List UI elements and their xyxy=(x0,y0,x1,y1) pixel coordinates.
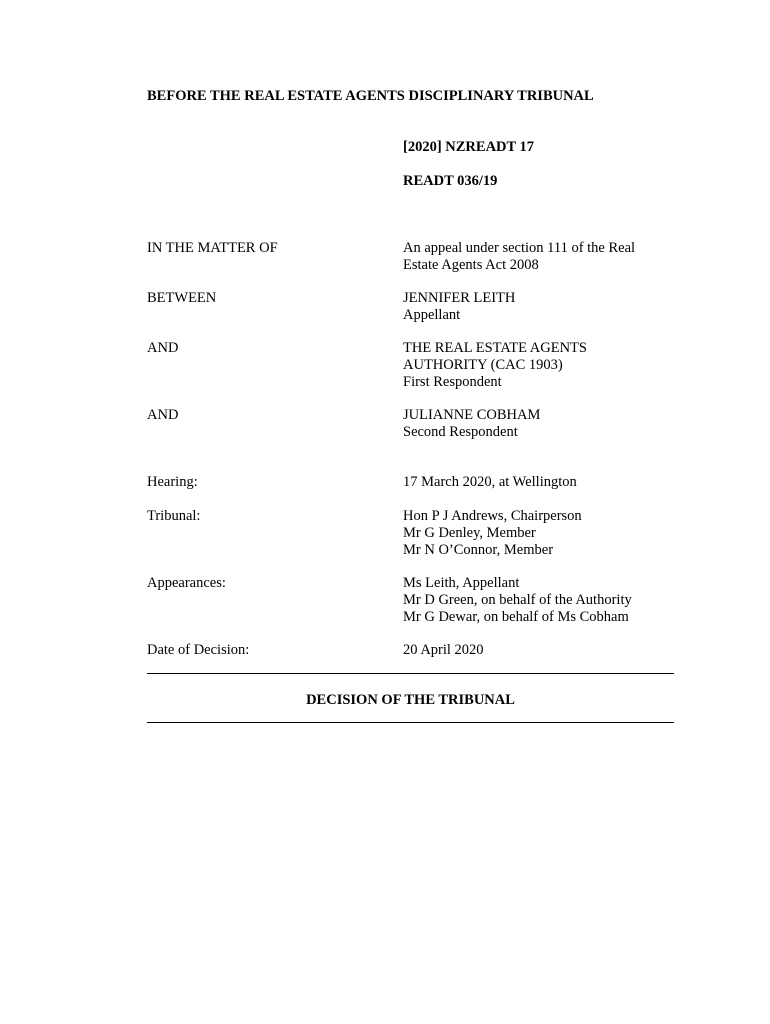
hearing-detail: 17 March 2020, at Wellington xyxy=(403,474,577,490)
decision-date: 20 April 2020 xyxy=(403,642,484,658)
party-role: Second Respondent xyxy=(403,424,518,440)
matter-value xyxy=(403,240,678,274)
second-respondent-party xyxy=(403,407,678,441)
tribunal-members xyxy=(403,508,678,559)
first-respondent-party xyxy=(403,340,678,391)
and-label: AND xyxy=(147,340,179,356)
neutral-citation: [2020] NZREADT 17 xyxy=(403,139,535,155)
divider-bottom xyxy=(147,722,674,723)
tribunal-member: Mr G Denley, Member xyxy=(403,525,536,541)
appearance: Ms Leith, Appellant xyxy=(403,575,520,591)
file-number: READT 036/19 xyxy=(403,173,498,189)
hearing-value xyxy=(403,474,678,491)
appearances-label: Appearances: xyxy=(147,575,226,591)
matter-line: Estate Agents Act 2008 xyxy=(403,257,539,273)
appellant-party xyxy=(403,290,678,324)
party-name: JENNIFER LEITH xyxy=(403,290,516,306)
party-role: Appellant xyxy=(403,307,461,323)
party-name: AUTHORITY (CAC 1903) xyxy=(403,357,563,373)
party-name: JULIANNE COBHAM xyxy=(403,407,541,423)
between-label: BETWEEN xyxy=(147,290,217,306)
party-name: THE REAL ESTATE AGENTS xyxy=(403,340,587,356)
divider-top xyxy=(147,673,674,674)
appearances-list xyxy=(403,575,678,626)
party-role: First Respondent xyxy=(403,374,502,390)
decision-date-value xyxy=(403,642,678,659)
tribunal-member: Hon P J Andrews, Chairperson xyxy=(403,508,582,524)
decision-date-label: Date of Decision: xyxy=(147,642,250,658)
matter-label: IN THE MATTER OF xyxy=(147,240,278,256)
tribunal-heading: BEFORE THE REAL ESTATE AGENTS DISCIPLINARY TRIBUNAL xyxy=(147,88,594,104)
and-label: AND xyxy=(147,407,179,423)
decision-title: DECISION OF THE TRIBUNAL xyxy=(306,692,515,708)
appearance: Mr D Green, on behalf of the Authority xyxy=(403,592,632,608)
appearance: Mr G Dewar, on behalf of Ms Cobham xyxy=(403,609,629,625)
matter-line: An appeal under section 111 of the Real xyxy=(403,240,636,256)
hearing-label: Hearing: xyxy=(147,474,198,490)
tribunal-member: Mr N O’Connor, Member xyxy=(403,542,554,558)
tribunal-label: Tribunal: xyxy=(147,508,201,524)
